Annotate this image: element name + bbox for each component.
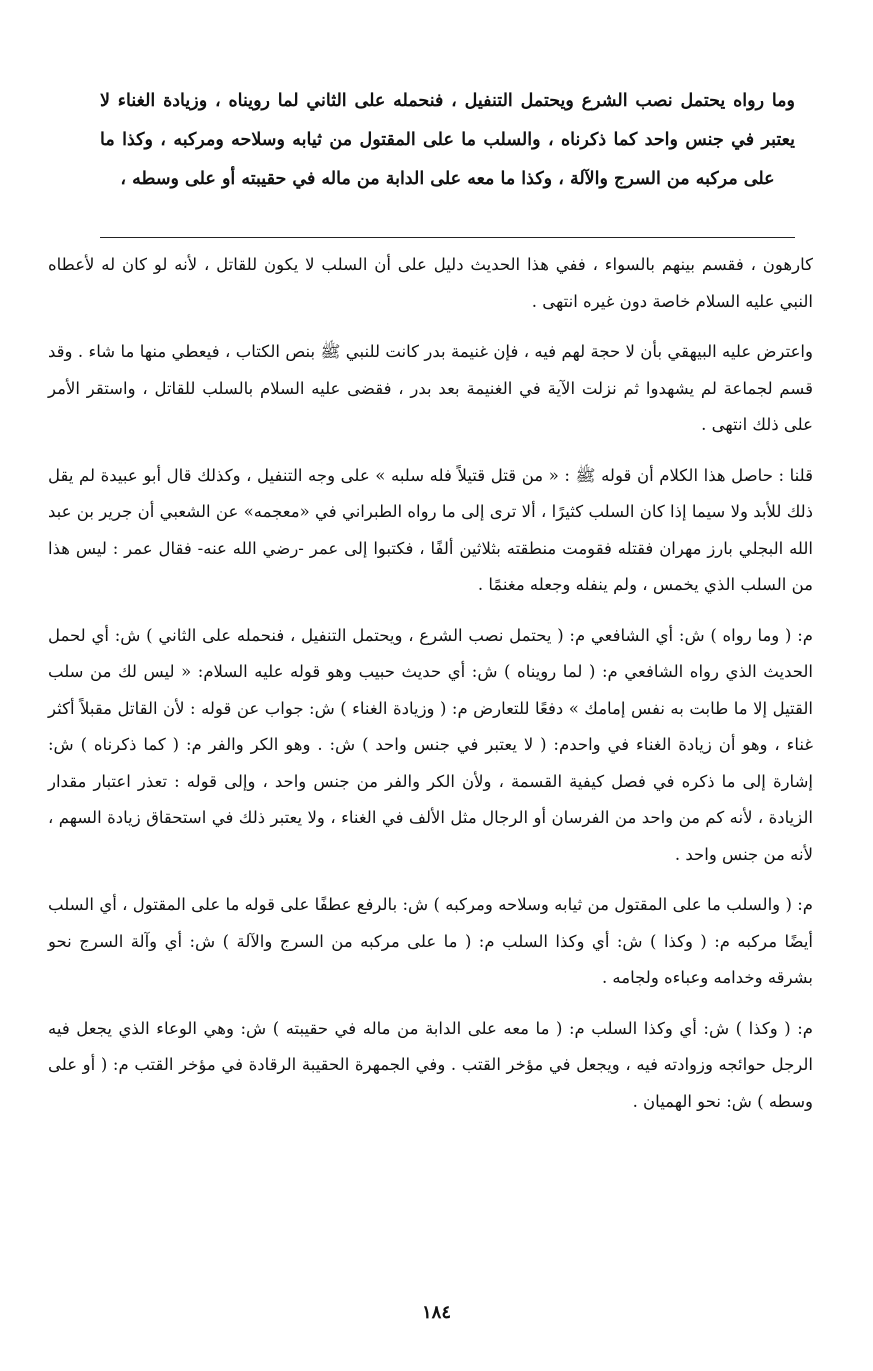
commentary-paragraph: كارهون ، فقسم بينهم بالسواء ، ففي هذا الحديث دليل على أن السلب لا يكون للقاتل ، لأنه لو كان له لأعطاه النبي عليه السلام خاصة دون غيره انتهى . [48, 255, 813, 311]
commentary-paragraph: قلنا : حاصل هذا الكلام أن قوله ﷺ : « من قتل قتيلاً فله سلبه » على وجه التنفيل ، وكذلك قال أبو عبيدة لم يقل ذلك للأبد ولا سيما إذا كان السلب كثيرًا ، ألا ترى إلى ما رواه الطبراني في «معجمه» عن الشعبي أن جرير بن عبد الله البجلي بارز مهران فقتله فقومت منطقته بثلاثين ألفًا ، فكتبوا إلى عمر -رضي الله عنه- فقال عمر : ليس هذا من السلب الذي يخمس ، ولم ينفله وجعله مغنمًا . [48, 465, 813, 594]
main-text-block [100, 82, 795, 199]
page-number: ١٨٤ [421, 1302, 451, 1323]
commentary-block [48, 247, 813, 1134]
commentary-paragraph: م: ( وما رواه ) ش: أي الشافعي م: ( يحتمل نصب الشرع ، ويحتمل التنفيل ، فنحمله على الثاني ) ش: أي لحمل الحديث الذي رواه الشافعي م: ( لما رويناه ) ش: أي حديث حبيب وهو قوله عليه السلام: « ليس لك من سلب القتيل إلا ما طابت به نفس إمامك » دفعًا للتعارض م: ( وزيادة الغناء ) ش: جواب عن قوله : لأن القاتل مقبلاً أكثر غناء ، وهو أن زيادة الغناء في واحدم: ( لا يعتبر في جنس واحد ) ش: . وهو الكر والفر م: ( كما ذكرناه ) ش: إشارة إلى ما ذكره في فصل كيفية القسمة ، ولأن الكر والفر من جنس واحد ، وإلى قوله : تعذر اعتبار مقدار الزيادة ، لأنه كم من واحد من الفرسان أو الرجال مثل الألف في الغناء ، ولا يعتبر ذلك في استحقاق زيادة السهم ، لأنه من جنس واحد . [48, 625, 813, 864]
commentary-paragraph: واعترض عليه البيهقي بأن لا حجة لهم فيه ، فإن غنيمة بدر كانت للنبي ﷺ بنص الكتاب ، فيعطي منها ما شاء . وقد قسم لجماعة لم يشهدوا ثم نزلت الآية في الغنيمة بعد بدر ، فقضى عليه السلام بالسلب للقاتل ، واستقر الأمر على ذلك انتهى . [48, 342, 813, 434]
commentary-paragraph: م: ( والسلب ما على المقتول من ثيابه وسلاحه ومركبه ) ش: بالرفع عطفًا على قوله ما على المقتول ، أي السلب أيضًا مركبه م: ( وكذا ) ش: أي وكذا السلب م: ( ما على مركبه من السرج والآلة ) ش: أي وآلة السرج نحو بشرقه وخدامه وعباءه ولجامه . [48, 895, 813, 987]
commentary-paragraph: م: ( وكذا ) ش: أي وكذا السلب م: ( ما معه على الدابة من ماله في حقيبته ) ش: وهي الوعاء الذي يجعل فيه الرجل حوائجه وزوادته فيه ، ويجعل في مؤخر القتب . وفي الجمهرة الحقيبة الرقادة في مؤخر القتب م: ( أو على وسطه ) ش: نحو الهميان . [48, 1018, 813, 1111]
section-divider [100, 237, 795, 238]
main-text-paragraph: وما رواه يحتمل نصب الشرع ويحتمل التنفيل ، فنحمله على الثاني لما رويناه ، وزيادة الغناء لا يعتبر في جنس واحد كما ذكرناه ، والسلب ما على المقتول من ثيابه وسلاحه ومركبه ، وكذا ما على مركبه من السرج والآلة ، وكذا ما معه على الدابة من ماله في حقيبته أو على وسطه ، [100, 91, 795, 189]
